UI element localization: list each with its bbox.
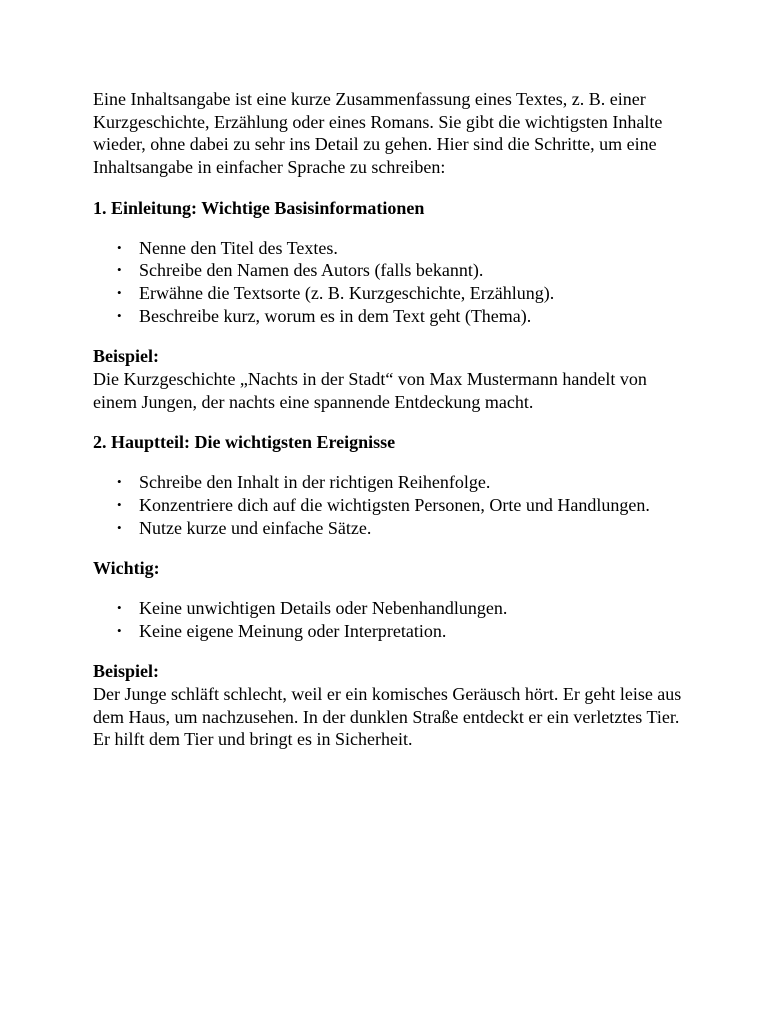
list-item-text: Nenne den Titel des Textes. xyxy=(139,237,338,258)
list-item-text: Schreibe den Inhalt in der richtigen Reihenfolge. xyxy=(139,472,491,493)
intro-paragraph: Eine Inhaltsangabe ist eine kurze Zusammenfassung eines Textes, z. B. einer Kurzgeschichte, Erzählung oder eines Romans. Sie gibt die wichtigsten Inhalte wieder, ohne dabei zu sehr ins Detail zu gehen. Hier sind die Schritte, um eine Inhaltsangabe in einfacher Sprache zu schreiben: xyxy=(93,89,663,178)
bullet-icon: • xyxy=(117,307,122,323)
bullet-icon: • xyxy=(117,262,122,278)
section-heading-hauptteil: 2. Hauptteil: Die wichtigsten Ereignisse xyxy=(93,432,396,453)
list-item-text: Beschreibe kurz, worum es in dem Text geht (Thema). xyxy=(139,305,532,326)
list-item xyxy=(117,471,683,494)
example-label: Beispiel: xyxy=(93,346,159,367)
list-item xyxy=(117,517,683,540)
bullet-list-einleitung xyxy=(93,237,683,328)
example-paragraph: Die Kurzgeschichte „Nachts in der Stadt“ von Max Mustermann handelt von einem Jungen, der nachts eine spannende Entdeckung macht. xyxy=(93,369,647,412)
example-paragraph: Der Junge schläft schlecht, weil er ein komisches Geräusch hört. Er geht leise aus dem Haus, um nachzusehen. In der dunklen Straße entdeckt er ein verletztes Tier. Er hilft dem Tier und bringt es in Sicherheit. xyxy=(93,684,682,750)
list-item-text: Erwähne die Textsorte (z. B. Kurzgeschichte, Erzählung). xyxy=(139,282,555,303)
list-item-text: Keine unwichtigen Details oder Nebenhandlungen. xyxy=(139,597,508,618)
bullet-icon: • xyxy=(117,474,122,490)
bullet-icon: • xyxy=(117,239,122,255)
list-item-text: Nutze kurze und einfache Sätze. xyxy=(139,517,372,538)
list-item xyxy=(117,494,683,517)
document-page xyxy=(93,88,683,769)
list-item xyxy=(117,237,683,260)
important-heading: Wichtig: xyxy=(93,558,160,579)
list-item-text: Konzentriere dich auf die wichtigsten Personen, Orte und Handlungen. xyxy=(139,494,650,515)
bullet-icon: • xyxy=(117,496,122,512)
list-item xyxy=(117,282,683,305)
list-item xyxy=(117,597,683,620)
bullet-list-hauptteil xyxy=(93,471,683,539)
list-item xyxy=(117,259,683,282)
bullet-list-wichtig xyxy=(93,597,683,642)
bullet-icon: • xyxy=(117,519,122,535)
example-label: Beispiel: xyxy=(93,661,159,682)
bullet-icon: • xyxy=(117,284,122,300)
bullet-icon: • xyxy=(117,622,122,638)
section-heading-einleitung: 1. Einleitung: Wichtige Basisinformationen xyxy=(93,197,425,218)
list-item xyxy=(117,620,683,643)
list-item-text: Schreibe den Namen des Autors (falls bekannt). xyxy=(139,260,484,281)
list-item xyxy=(117,305,683,328)
list-item-text: Keine eigene Meinung oder Interpretation. xyxy=(139,620,447,641)
bullet-icon: • xyxy=(117,599,122,615)
